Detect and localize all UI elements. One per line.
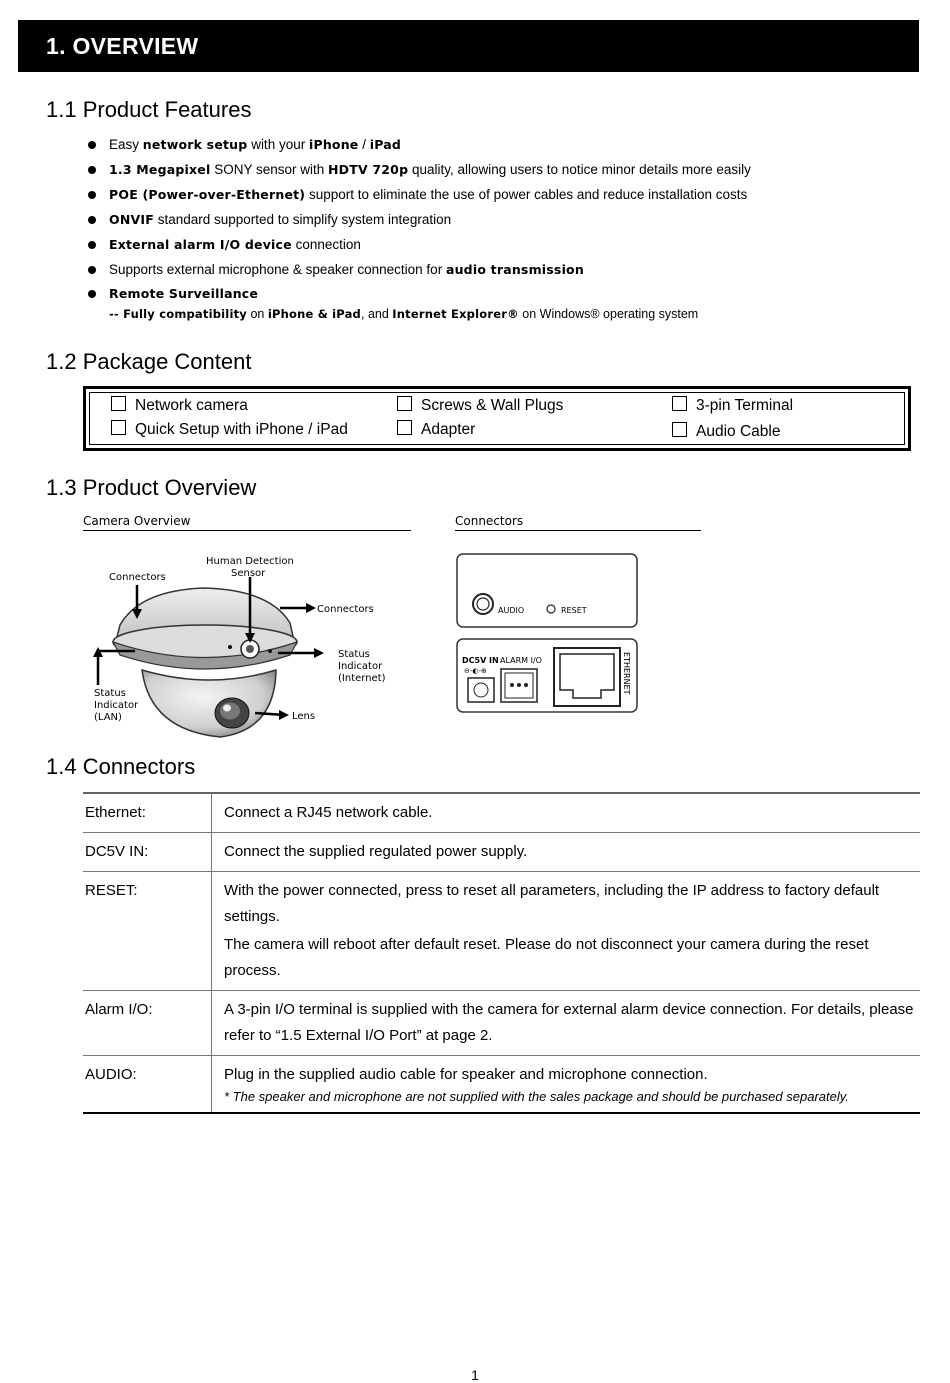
table-row [83, 833, 920, 872]
table-row [83, 991, 920, 1056]
label-connectors-right: Connectors [317, 604, 374, 615]
table-row [83, 793, 920, 833]
label-lens: Lens [292, 711, 316, 722]
section-title-features: 1.1 Product Features [46, 97, 252, 122]
connector-name: Ethernet: [83, 793, 212, 833]
svg-text:Indicator: Indicator [338, 661, 383, 672]
section-title-package: 1.2 Package Content [46, 349, 252, 374]
chapter-banner: 1. OVERVIEW [18, 20, 919, 72]
connector-description: Plug in the supplied audio cable for speaker and microphone connection. * The speaker and microphone are not supplied with the sales package and should be purchased separately. [212, 1056, 921, 1114]
connector-description: Connect a RJ45 network cable. [212, 793, 921, 833]
connector-description: Connect the supplied regulated power supply. [212, 833, 921, 872]
bullet-icon [88, 241, 96, 249]
connector-name: Alarm I/O: [83, 991, 212, 1056]
bullet-icon [88, 166, 96, 174]
svg-text:(Internet): (Internet) [338, 673, 386, 684]
checkbox-icon [397, 420, 412, 435]
package-item: Quick Setup with iPhone / iPad [111, 420, 348, 439]
connector-name: AUDIO: [83, 1056, 212, 1114]
checkbox-icon [111, 420, 126, 435]
label-ethernet: ETHERNET [622, 652, 631, 695]
label-human-detection: Human Detection [206, 556, 294, 567]
svg-text:(LAN): (LAN) [94, 712, 122, 723]
package-item: 3-pin Terminal [672, 396, 793, 415]
connectors-table [83, 792, 920, 1114]
svg-text:⊖-◐-⊕: ⊖-◐-⊕ [464, 667, 487, 675]
package-item: Network camera [111, 396, 248, 415]
connectors-diagram-title: Connectors [455, 514, 524, 528]
package-item: Adapter [397, 420, 475, 439]
bullet-icon [88, 290, 96, 298]
table-row [83, 872, 920, 991]
connector-description: With the power connected, press to reset all parameters, including the IP address to factory default settings. The camera will reboot after default reset. Please do not disconnect your camera during the reset process. [212, 872, 921, 991]
page-number: 1 [471, 1367, 479, 1383]
label-alarm: ALARM I/O [500, 656, 542, 665]
label-dc5v: DC5V IN [462, 656, 499, 665]
bullet-icon [88, 216, 96, 224]
checkbox-icon [397, 396, 412, 411]
label-reset: RESET [561, 606, 587, 615]
package-content-box [83, 386, 911, 451]
label-audio: AUDIO [498, 606, 525, 615]
package-item: Screws & Wall Plugs [397, 396, 563, 415]
svg-text:Indicator: Indicator [94, 700, 139, 711]
package-item: Audio Cable [672, 422, 780, 441]
connector-note: * The speaker and microphone are not supplied with the sales package and should be purchased separately. [224, 1089, 849, 1104]
label-status-lan: Status [94, 688, 126, 699]
connectors-illustration [454, 552, 640, 716]
section-title-overview: 1.3 Product Overview [46, 475, 257, 500]
checkbox-icon [111, 396, 126, 411]
bullet-icon [88, 141, 96, 149]
checkbox-icon [672, 422, 687, 437]
camera-overview-illustration [80, 545, 420, 745]
svg-text:Sensor: Sensor [231, 568, 266, 579]
camera-overview-title: Camera Overview [83, 514, 191, 528]
connector-description: A 3-pin I/O terminal is supplied with the camera for external alarm device connection. For details, please refer to “1.5 External I/O Port” at page 2. [212, 991, 921, 1056]
checkbox-icon [672, 396, 687, 411]
label-connectors-left: Connectors [109, 572, 166, 583]
connector-name: RESET: [83, 872, 212, 991]
label-status-internet: Status [338, 649, 370, 660]
bullet-icon [88, 191, 96, 199]
table-row [83, 1056, 920, 1114]
connector-name: DC5V IN: [83, 833, 212, 872]
bullet-icon [88, 266, 96, 274]
section-title-connectors: 1.4 Connectors [46, 754, 196, 779]
